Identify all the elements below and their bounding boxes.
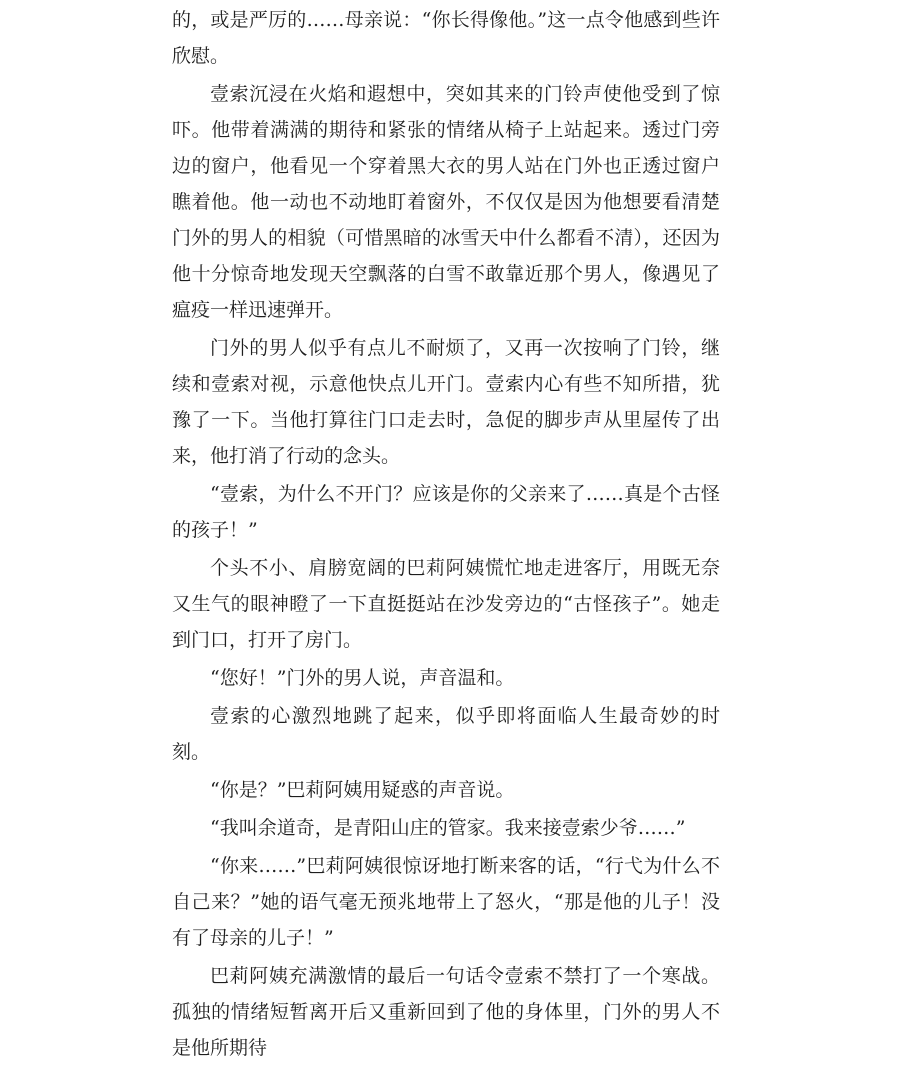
- paragraph-5: 个头不小、肩膀宽阔的巴莉阿姨慌忙地走进客厅，用既无奈又生气的眼神瞪了一下直挺挺站在沙发旁边的“古怪孩子”。她走到门口，打开了房门。: [172, 557, 720, 651]
- body-text: [172, 2, 720, 1066]
- paragraph-1: 的，或是严厉的……母亲说：“你长得像他。”这一点令他感到些许欣慰。: [172, 9, 720, 67]
- paragraph-9: “我叫余道奇，是青阳山庄的管家。我来接壹索少爷……”: [210, 817, 686, 839]
- paragraph-6: “您好！”门外的男人说，声音温和。: [210, 667, 515, 689]
- paragraph-7: 壹索的心激烈地跳了起来，似乎即将面临人生最奇妙的时刻。: [172, 705, 720, 763]
- paragraph-4: “壹索，为什么不开门？应该是你的父亲来了……真是个古怪的孩子！”: [172, 483, 720, 541]
- paragraph-10: “你来……”巴莉阿姨很惊讶地打断来客的话，“行弋为什么不自己来？”她的语气毫无预兆地带上了怒火，“那是他的儿子！没有了母亲的儿子！”: [172, 855, 720, 949]
- paragraph-2: 壹索沉浸在火焰和遐想中，突如其来的门铃声使他受到了惊吓。他带着满满的期待和紧张的情绪从椅子上站起来。透过门旁边的窗户，他看见一个穿着黑大衣的男人站在门外也正透过窗户瞧着他。他一动也不动地盯着窗外，不仅仅是因为他想要看清楚门外的男人的相貌（可惜黑暗的冰雪天中什么都看不清），还因为他十分惊奇地发现天空飘落的白雪不敢靠近那个男人，像遇见了瘟疫一样迅速弹开。: [172, 83, 720, 321]
- paragraph-8: “你是？”巴莉阿姨用疑惑的声音说。: [210, 779, 515, 801]
- paragraph-3: 门外的男人似乎有点儿不耐烦了，又再一次按响了门铃，继续和壹索对视，示意他快点儿开门。壹索内心有些不知所措，犹豫了一下。当他打算往门口走去时，急促的脚步声从里屋传了出来，他打消了行动的念头。: [172, 337, 720, 467]
- paragraph-11: 巴莉阿姨充满激情的最后一句话令壹索不禁打了一个寒战。孤独的情绪短暂离开后又重新回到了他的身体里，门外的男人不是他所期待: [172, 965, 720, 1059]
